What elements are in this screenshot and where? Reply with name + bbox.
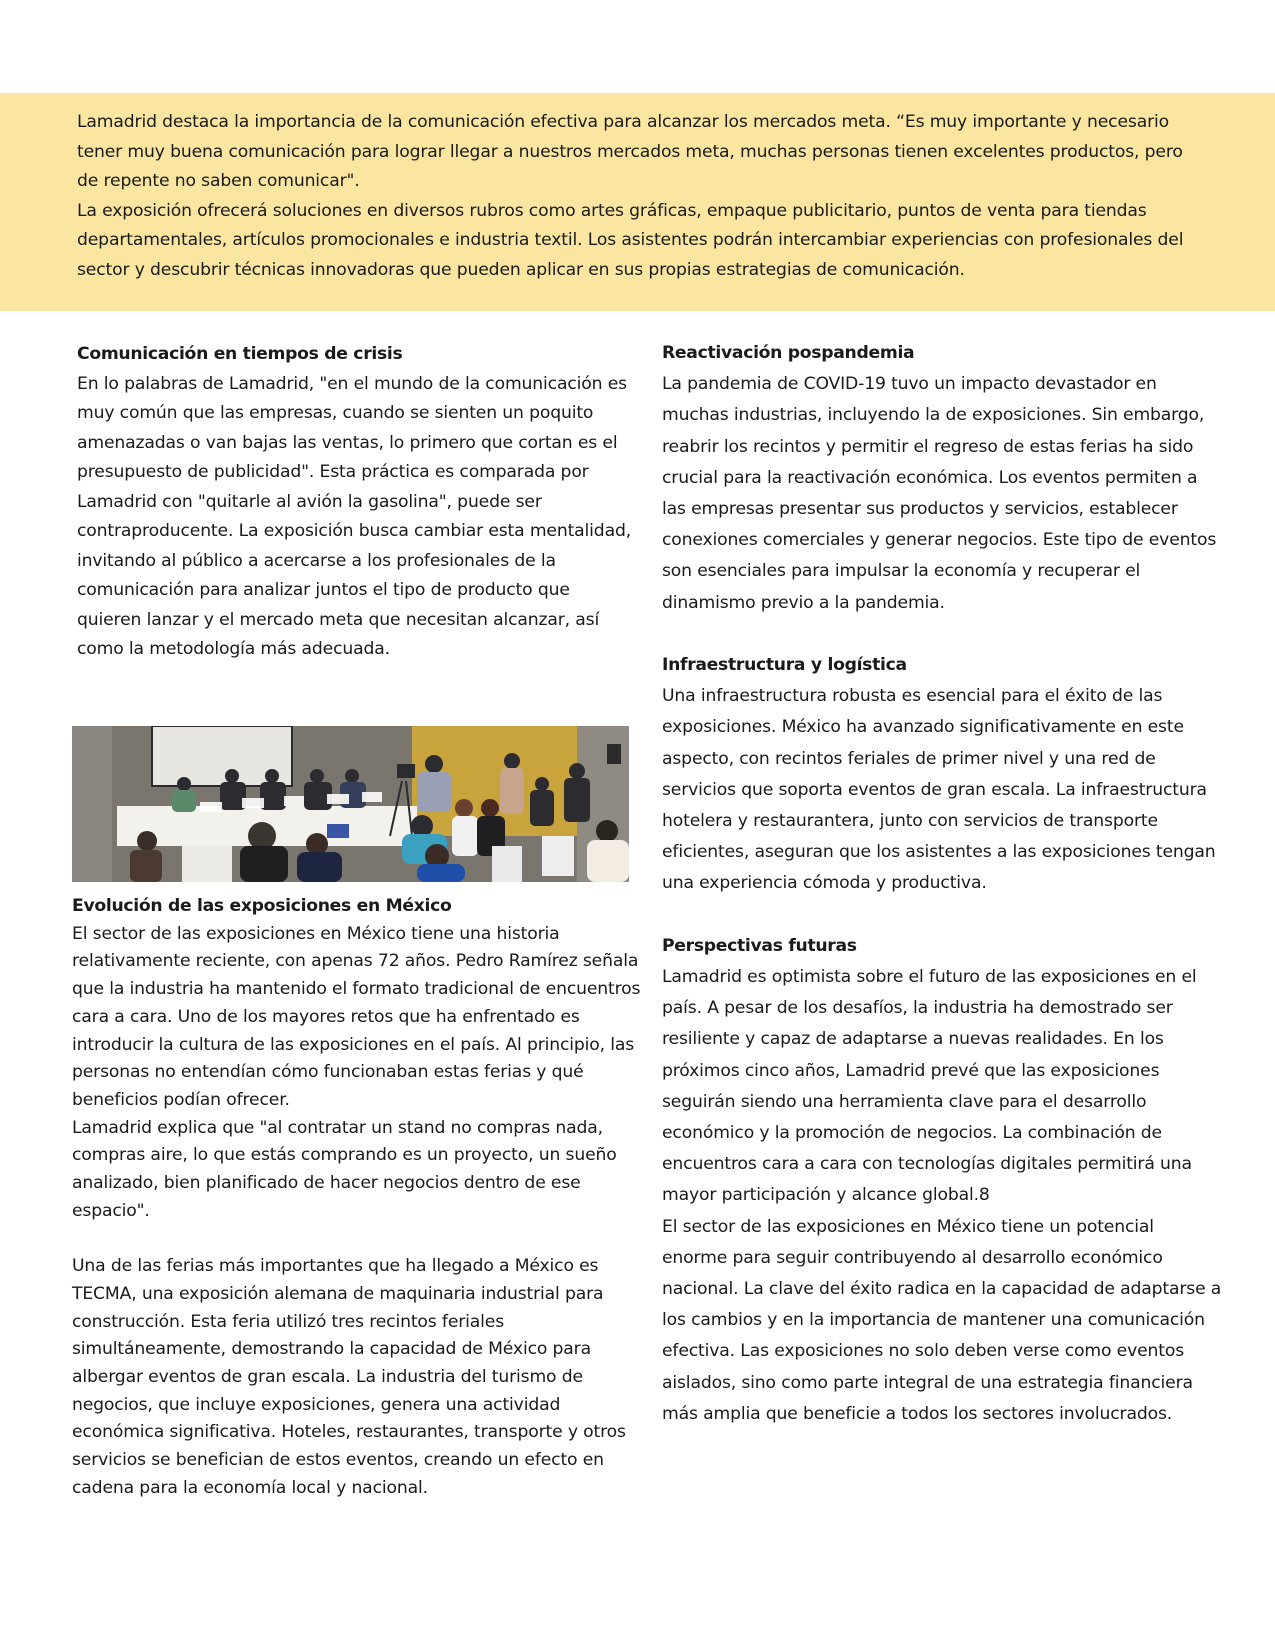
photo-image [72, 726, 629, 882]
paragraph-spacer [72, 1225, 647, 1253]
section-heading: Perspectivas futuras [662, 935, 857, 956]
section-body: El sector de las exposiciones en México tiene un potencial enorme para seguir contribuyendo al desarrollo económico nacional. La clave del éxito radica en la capacidad de adaptarse a los cambios y en la importancia de mantener una comunicación efectiva. Las exposiciones no solo deben verse como eventos aislados, sino como parte integral de una estrategia financiera más amplia que beneficie a todos los sectores involucrados. [662, 1216, 1222, 1424]
section-body: Lamadrid es optimista sobre el futuro de las exposiciones en el país. A pesar de los desafíos, la industria ha demostrado ser resiliente y capaz de adaptarse a nuevas realidades. En los próximos cinco años, Lamadrid prevé que las exposiciones seguirán siendo una herramienta clave para el desarrollo económico y la promoción de negocios. La combinación de encuentros cara a cara con tecnologías digitales permitirá una mayor participación y alcance global.8 [662, 967, 1197, 1206]
section-body: El sector de las exposiciones en México tiene una historia relativamente reciente, con apenas 72 años. Pedro Ramírez señala que la industria ha mantenido el formato tradicional de encuentros cara a cara. Uno de los mayores retos que ha enfrentado es introducir la cultura de las exposiciones en el país. Al principio, las personas no entendían cómo funcionaban estas ferias y qué beneficios podían ofrecer. [72, 923, 641, 1110]
intro-paragraph: La exposición ofrecerá soluciones en diversos rubros como artes gráficas, empaque publicitario, puntos de venta para tiendas departamentales, artículos promocionales e industria textil. Los asistentes podrán intercambiar experiencias con profesionales del sector y descubrir técnicas innovadoras que pueden aplicar en sus propias estrategias de comunicación. [77, 200, 1184, 280]
intro-text [77, 108, 1187, 285]
intro-paragraph: Lamadrid destaca la importancia de la comunicación efectiva para alcanzar los mercados meta. “Es muy importante y necesario tener muy buena comunicación para lograr llegar a nuestros mercados meta, muchas personas tienen excelentes productos, pero de repente no saben comunicar". [77, 112, 1183, 191]
section-evolution [72, 893, 647, 1502]
section-body: En lo palabras de Lamadrid, "en el mundo de la comunicación es muy común que las empresas, cuando se sienten un poquito amenazadas o van bajas las ventas, lo primero que cortan es el presupuesto de publicidad". Esta práctica es comparada por Lamadrid con "quitarle al avión la gasolina", puede ser contraproducente. La exposición busca cambiar esta mentalidad, invitando al público a acercarse a los profesionales de la comunicación para analizar juntos el tipo de producto que quieren lanzar y el mercado meta que necesitan alcanzar, así como la metodología más adecuada. [77, 373, 632, 659]
paragraph-spacer [662, 900, 1222, 931]
paragraph-spacer [662, 619, 1222, 650]
section-crisis [77, 340, 637, 665]
section-heading: Infraestructura y logística [662, 655, 907, 676]
section-body: Lamadrid explica que "al contratar un stand no compras nada, compras aire, lo que estás comprando es un proyecto, un sueño analizado, bien planificado de hacer negocios dentro de ese espacio". [72, 1117, 617, 1221]
section-heading: Evolución de las exposiciones en México [72, 896, 452, 916]
right-column [662, 338, 1222, 1430]
press-conference-photo [72, 726, 629, 882]
section-body: La pandemia de COVID-19 tuvo un impacto devastador en muchas industrias, incluyendo la de exposiciones. Sin embargo, reabrir los recintos y permitir el regreso de estas ferias ha sido crucial para la reactivación económica. Los eventos permiten a las empresas presentar sus productos y servicios, establecer conexiones comerciales y generar negocios. Este tipo de eventos son esenciales para impulsar la economía y recuperar el dinamismo previo a la pandemia. [662, 374, 1217, 613]
section-body: Una infraestructura robusta es esencial para el éxito de las exposiciones. México ha avanzado significativamente en este aspecto, con recintos feriales de primer nivel y una red de servicios que soporta eventos de gran escala. La infraestructura hotelera y restaurantera, junto con servicios de transporte eficientes, aseguran que los asistentes a las exposiciones tengan una experiencia cómoda y productiva. [662, 686, 1216, 894]
section-heading: Comunicación en tiempos de crisis [77, 344, 403, 364]
section-body: Una de las ferias más importantes que ha llegado a México es TECMA, una exposición alemana de maquinaria industrial para construcción. Esta feria utilizó tres recintos feriales simultáneamente, demostrando la capacidad de México para albergar eventos de gran escala. La industria del turismo de negocios, que incluye exposiciones, genera una actividad económica significativa. Hoteles, restaurantes, transporte y otros servicios se benefician de estos eventos, creando un efecto en cadena para la economía local y nacional. [72, 1256, 626, 1498]
section-heading: Reactivación pospandemia [662, 343, 915, 363]
